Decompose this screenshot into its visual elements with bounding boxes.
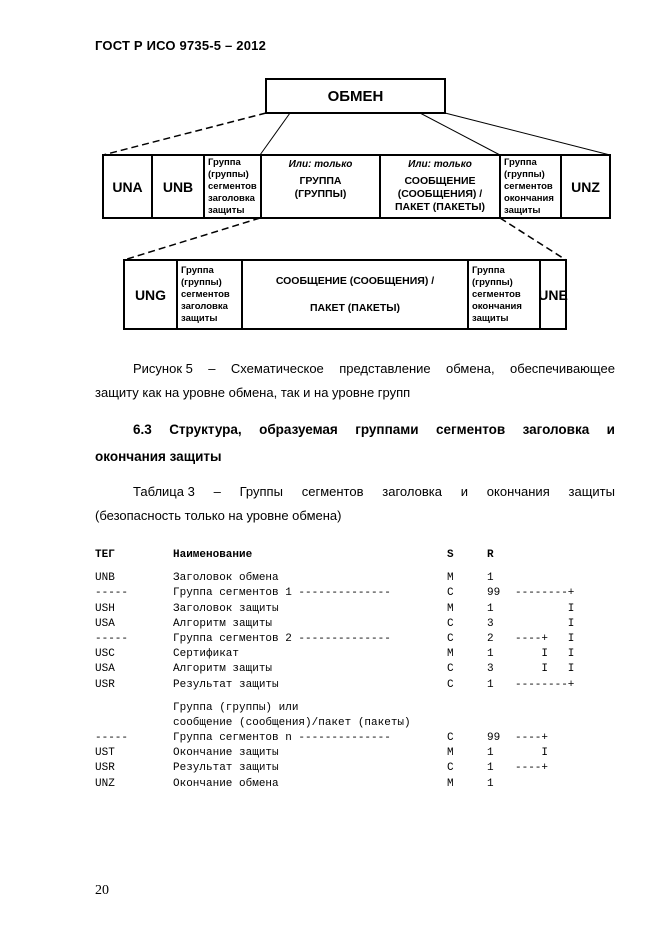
cell-name: Заголовок обмена (173, 572, 279, 585)
cell-nesting: I (515, 617, 575, 630)
text-line: защиты (472, 312, 509, 324)
table-header-row (95, 548, 494, 563)
text-line: ПАКЕТ (ПАКЕТЫ) (309, 301, 401, 314)
table-row (95, 746, 549, 761)
cell-s: M (447, 777, 454, 790)
cell-name: Заголовок защиты (173, 602, 279, 615)
connector-dashed-left-top (103, 113, 266, 155)
text-line: (ГРУППЫ) (294, 188, 347, 200)
text-line: СООБЩЕНИЕ (СООБЩЕНИЯ) / (275, 274, 435, 287)
text-line: (группы) (181, 276, 222, 288)
text-line: (группы) (504, 168, 545, 180)
caption-word: сегментов (301, 484, 364, 499)
cell-tag: ----- (95, 632, 129, 645)
cell-name: Группа сегментов 2 -------------- (173, 632, 391, 645)
caption-word: Схематическое (230, 361, 324, 376)
text-line: сегментов (181, 288, 230, 300)
caption-word: обеспечивающее (510, 361, 615, 376)
cell-tag: UNB (95, 572, 115, 585)
cell-s: C (447, 587, 454, 600)
cell-r: 1 (487, 747, 494, 760)
table-row (95, 586, 575, 601)
cell-tag: UNZ (95, 777, 115, 790)
cell-tag: UST (95, 747, 115, 760)
section-number: 6.3 (133, 422, 152, 437)
text-line: защиты (181, 312, 218, 324)
exchange-title: ОБМЕН (327, 87, 384, 105)
group-note: Группа (группы) или (173, 701, 299, 714)
cell-s: C (447, 632, 454, 645)
connector-right-top-solid (420, 113, 500, 155)
trailer-group-cell-2 (469, 261, 541, 328)
table-row (95, 777, 494, 792)
text-line: Группа (504, 156, 537, 168)
table-row (95, 761, 549, 776)
caption-word: Таблица 3 (133, 484, 195, 499)
cell-nesting: --------+ (515, 678, 575, 691)
cell-name: Результат защиты (173, 678, 279, 691)
connector-dashed-left-bottom (124, 218, 260, 260)
table-row (95, 571, 494, 586)
heading-word: Структура, (169, 422, 242, 437)
trailer-group-cell (501, 156, 562, 217)
una-label: UNA (112, 178, 143, 195)
header-tag: ТЕГ (95, 549, 115, 561)
cell-tag: ----- (95, 732, 129, 745)
text-line: заголовка (208, 192, 255, 204)
header-name: Наименование (173, 549, 253, 561)
cell-nesting: I I (515, 663, 575, 676)
cell-name: Окончание обмена (173, 777, 279, 790)
cell-r: 1 (487, 602, 494, 615)
caption-word: представление (339, 361, 431, 376)
group-note-row (95, 716, 411, 731)
caption-word: защиты (568, 484, 615, 499)
une-cell (538, 261, 568, 328)
unz-label: UNZ (571, 178, 600, 195)
group-note: сообщение (сообщения)/пакет (пакеты) (173, 716, 411, 729)
cell-s: C (447, 663, 454, 676)
cell-name: Алгоритм защиты (173, 617, 273, 630)
text-line: (группы) (472, 276, 513, 288)
heading-word: группами (355, 422, 419, 437)
cell-nesting: I I (515, 648, 575, 661)
text-line: окончания (472, 300, 522, 312)
document-id: ГОСТ Р ИСО 9735-5 – 2012 (95, 38, 266, 53)
caption-word: окончания (486, 484, 550, 499)
group-note-row (95, 701, 299, 716)
section-heading (95, 416, 615, 470)
cell-tag: USC (95, 648, 115, 661)
text-line: Или: только (408, 159, 472, 170)
group-cell (262, 156, 381, 217)
table-row (95, 617, 575, 632)
connector-dashed-right-bottom (500, 218, 566, 260)
cell-nesting: I (515, 747, 549, 760)
cell-r: 1 (487, 762, 494, 775)
caption-word: Рисунок 5 (133, 361, 193, 376)
caption-word: – (208, 361, 216, 376)
table-row (95, 602, 575, 617)
cell-s: C (447, 762, 454, 775)
cell-r: 2 (487, 632, 494, 645)
cell-name: Окончание защиты (173, 747, 279, 760)
cell-s: M (447, 648, 454, 661)
unb-cell (153, 156, 205, 217)
connector-left-top-solid (260, 113, 290, 155)
table-row (95, 632, 575, 647)
cell-tag: USA (95, 663, 115, 676)
table-row (95, 731, 549, 746)
cell-r: 99 (487, 732, 501, 745)
group-row (123, 259, 567, 330)
cell-tag: USR (95, 678, 115, 691)
caption-word: заголовка (382, 484, 442, 499)
text-line: сегментов (208, 180, 257, 192)
heading-word: заголовка (522, 422, 590, 437)
cell-r: 1 (487, 777, 494, 790)
cell-r: 3 (487, 663, 494, 676)
text-line: СООБЩЕНИЕ (404, 175, 476, 187)
cell-tag: USR (95, 762, 115, 775)
table-row (95, 647, 575, 662)
heading-word: образуемая (259, 422, 338, 437)
caption-word: – (213, 484, 221, 499)
text-line: Группа (472, 264, 505, 276)
cell-name: Результат защиты (173, 762, 279, 775)
interchange-row (102, 154, 611, 219)
header-s: S (447, 549, 454, 561)
cell-name: Группа сегментов n -------------- (173, 732, 391, 745)
cell-r: 1 (487, 678, 494, 691)
cell-s: M (447, 602, 454, 615)
heading-word: и (606, 422, 615, 437)
ung-cell (125, 261, 178, 328)
text-line: защиты (208, 204, 245, 216)
cell-r: 1 (487, 648, 494, 661)
cell-s: C (447, 732, 454, 745)
text-line: заголовка (181, 300, 228, 312)
ung-label: UNG (134, 286, 167, 303)
cell-tag: ----- (95, 587, 129, 600)
heading-word: сегментов (435, 422, 506, 437)
text-line: (СООБЩЕНИЯ) / (397, 188, 483, 200)
connector-right-top (445, 113, 610, 155)
text-line: ПАКЕТ (ПАКЕТЫ) (394, 201, 486, 213)
cell-s: C (447, 617, 454, 630)
caption-word: обмена, (446, 361, 495, 376)
cell-r: 3 (487, 617, 494, 630)
caption-word: Группы (239, 484, 283, 499)
una-cell (104, 156, 153, 217)
cell-nesting: I (515, 602, 575, 615)
cell-s: M (447, 747, 454, 760)
page-number: 20 (95, 883, 109, 898)
figure-caption (95, 357, 615, 405)
caption-word: и (460, 484, 468, 499)
table-row (95, 662, 575, 677)
cell-name: Группа сегментов 1 -------------- (173, 587, 391, 600)
message-cell (381, 156, 501, 217)
caption-line-2: (безопасность только на уровне обмена) (95, 508, 342, 523)
unb-label: UNB (162, 178, 194, 195)
cell-s: M (447, 572, 454, 585)
message-cell-2 (243, 261, 469, 328)
cell-r: 1 (487, 572, 494, 585)
heading-line-2: окончания защиты (95, 449, 222, 464)
text-line: Группа (208, 156, 241, 168)
cell-s: C (447, 678, 454, 691)
table-row (95, 678, 575, 693)
text-line: защиты (504, 204, 541, 216)
text-line: ГРУППА (299, 175, 342, 187)
unz-cell (562, 156, 609, 217)
cell-r: 99 (487, 587, 501, 600)
text-line: Группа (181, 264, 214, 276)
exchange-box (265, 78, 446, 114)
segment-table (95, 548, 575, 792)
cell-name: Алгоритм защиты (173, 663, 273, 676)
header-group-cell-2 (178, 261, 243, 328)
text-line: Или: только (288, 159, 353, 170)
text-line: сегментов (472, 288, 521, 300)
text-line: (группы) (208, 168, 249, 180)
text-line: окончания (504, 192, 554, 204)
cell-nesting: ----+ (515, 762, 549, 775)
caption-line-2: защиту как на уровне обмена, так и на уровне групп (95, 385, 411, 400)
header-r: R (487, 549, 494, 561)
cell-tag: USH (95, 602, 115, 615)
header-group-cell (205, 156, 262, 217)
cell-name: Сертификат (173, 648, 240, 661)
cell-nesting: ----+ I (515, 632, 575, 645)
cell-nesting: --------+ (515, 587, 575, 600)
cell-nesting: ----+ (515, 732, 549, 745)
table-caption (95, 480, 615, 528)
text-line: сегментов (504, 180, 553, 192)
exchange-diagram (0, 0, 661, 340)
cell-tag: USA (95, 617, 115, 630)
une-label: UNE (538, 286, 568, 303)
